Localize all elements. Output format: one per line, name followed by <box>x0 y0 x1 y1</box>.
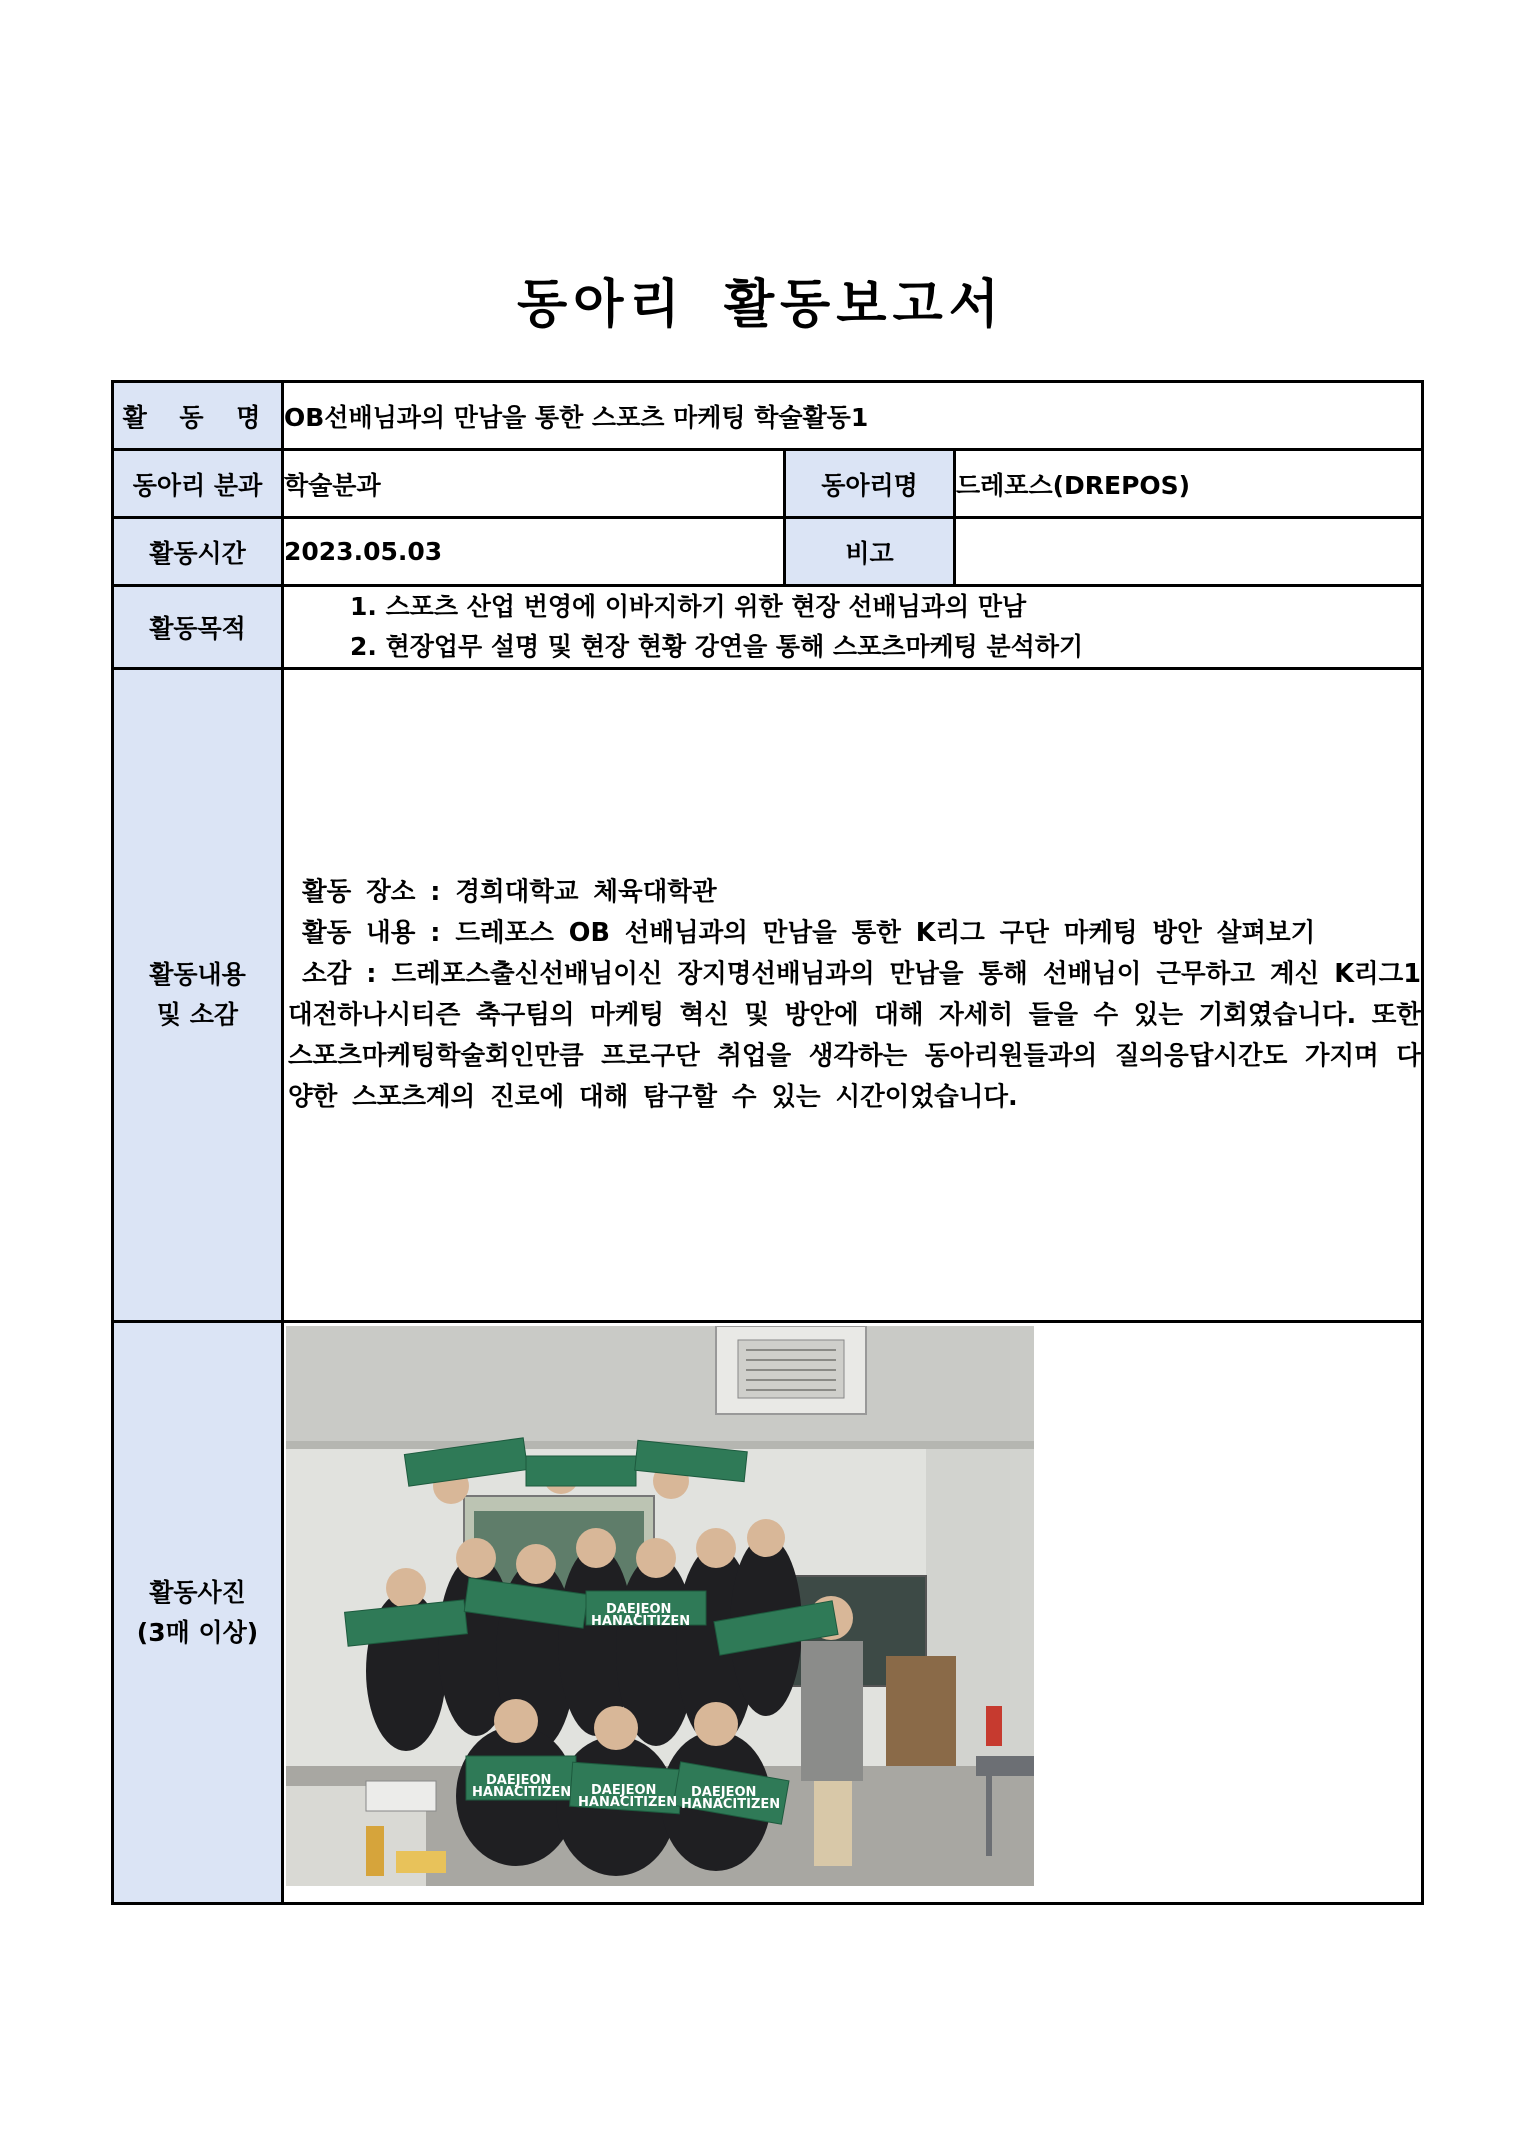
group-photo-illustration <box>286 1326 1034 1886</box>
remarks-value <box>955 518 1423 586</box>
remarks-label: 비고 <box>785 518 955 586</box>
division-label: 동아리 분과 <box>113 450 283 518</box>
row-division <box>113 450 1423 518</box>
content-place: 활동 장소 : 경희대학교 체육대학관 <box>302 877 717 907</box>
content-label-line2: 및 소감 <box>156 1000 239 1029</box>
division-value: 학술분과 <box>283 450 785 518</box>
content-label <box>113 669 283 1322</box>
row-purpose <box>113 586 1423 669</box>
content-impression: 소감 : 드레포스출신선배님이신 장지명선배님과의 만남을 통해 선배님이 근무하고 계신 K리그1 대전하나시티즌 축구팀의 마케팅 혁신 및 방안에 대해 자세히 들을 수 있는 기회였습니다. 또한 스포츠마케팅학술회인만큼 프로구단 취업을 생각하는 동아리원들과의 질의응답시간도 가지며 다양한 스포츠계의 진로에 대해 탐구할 수 있는 시간이었습니다. <box>288 959 1422 1112</box>
scarf-text-8: HANACITIZEN <box>591 1613 691 1629</box>
activity-name-value: OB선배님과의 만남을 통한 스포츠 마케팅 학술활동1 <box>283 382 1423 450</box>
club-name-label: 동아리명 <box>785 450 955 518</box>
scarf-text-6: HANACITIZEN <box>681 1796 781 1812</box>
purpose-value <box>283 586 1423 669</box>
row-time <box>113 518 1423 586</box>
photos-label <box>113 1322 283 1904</box>
purpose-item-1: 1. 스포츠 산업 번영에 이바지하기 위한 현장 선배님과의 만남 <box>350 592 1027 621</box>
content-text <box>284 872 1421 1118</box>
page-title: 동아리 활동보고서 <box>517 275 1005 335</box>
content-detail: 활동 내용 : 드레포스 OB 선배님과의 만남을 통한 K리그 구단 마케팅 방안 살펴보기 <box>302 918 1316 948</box>
scarf-text-7: DAEJEON <box>606 1601 672 1617</box>
scarf-text-5: DAEJEON <box>691 1784 757 1800</box>
report-table <box>111 380 1424 1905</box>
photos-label-line1: 활동사진 <box>149 1577 246 1607</box>
scarf-text-1: DAEJEON <box>486 1772 552 1788</box>
time-label: 활동시간 <box>113 518 283 586</box>
row-activity-name <box>113 382 1423 450</box>
scarf-text-2: HANACITIZEN <box>472 1784 572 1800</box>
content-value <box>283 669 1423 1322</box>
scarf-text-3: DAEJEON <box>591 1782 657 1798</box>
content-label-line1: 활동내용 <box>149 960 246 989</box>
purpose-label: 활동목적 <box>113 586 283 669</box>
row-photos <box>113 1322 1423 1904</box>
activity-photo <box>286 1326 1034 1886</box>
row-content <box>113 669 1423 1322</box>
club-name-value: 드레포스(DREPOS) <box>955 450 1423 518</box>
photos-value <box>283 1322 1423 1904</box>
activity-name-label: 활 동 명 <box>113 382 283 450</box>
purpose-item-2: 2. 현장업무 설명 및 현장 현황 강연을 통해 스포츠마케팅 분석하기 <box>350 632 1084 661</box>
scarf-text-4: HANACITIZEN <box>578 1794 678 1810</box>
time-value: 2023.05.03 <box>283 518 785 586</box>
photos-label-line2: (3매 이상) <box>136 1617 259 1647</box>
